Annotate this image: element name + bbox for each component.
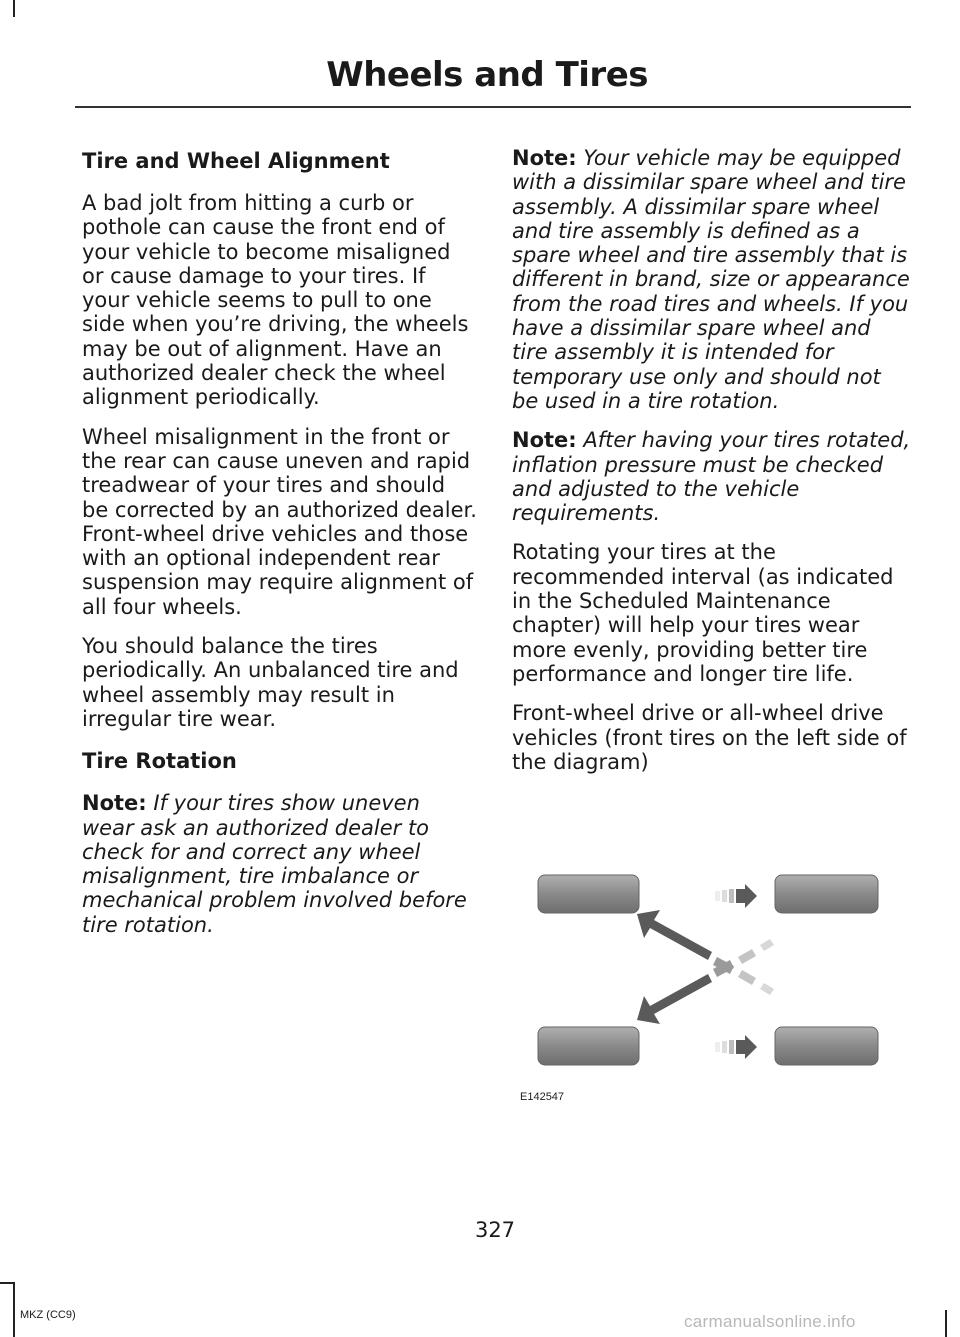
page-title: Wheels and Tires — [326, 55, 648, 95]
tire-rotation-svg — [512, 862, 912, 1108]
arrow-straight-bottom — [715, 1035, 757, 1059]
paragraph-diagram-intro: Front-wheel drive or all-wheel drive vehicles (front tires on the left side of the diagram) — [512, 701, 907, 774]
paragraph-alignment-1: A bad jolt from hitting a curb or pothole can cause the front end of your vehicle to become misaligned or cause damage to your tires. If your vehicle seems to pull to one side when you’re driving, the wheels may be out of alignment. Have an authorized dealer check the wheel alignment periodically. — [82, 191, 469, 410]
model-code: MKZ (CC9) — [20, 1309, 76, 1321]
tire-rotation-diagram — [512, 862, 912, 1108]
note-text: If your tires show uneven wear ask an authorized dealer to check for and correct any wheel misalignment, tire imbalance or mechanical problem involved before tire rotation. — [82, 791, 467, 937]
tire-front-left — [538, 875, 639, 913]
note-label: Note: — [512, 428, 577, 453]
watermark: carmanualsonline.info — [684, 1312, 856, 1331]
page-number: 327 — [474, 1218, 516, 1242]
note-text: After having your tires rotated, inflation pressure must be checked and adjusted to the vehicle requirements. — [512, 428, 911, 526]
tire-rear-right — [775, 1027, 878, 1065]
note-uneven-wear — [82, 791, 478, 937]
note-label: Note: — [82, 791, 147, 816]
note-dissimilar-spare — [512, 146, 912, 413]
arrow-straight-top — [715, 884, 757, 908]
right-column — [512, 146, 912, 789]
left-column — [82, 146, 478, 952]
header-divider — [75, 106, 911, 108]
note-label: Note: — [512, 146, 577, 170]
tire-rear-left — [775, 875, 878, 913]
note-inflation-pressure — [512, 428, 912, 525]
tire-front-right — [538, 1027, 639, 1065]
crop-mark-top-left — [13, 0, 15, 17]
paragraph-balance: You should balance the tires periodically. An unbalanced tire and wheel assembly may result in irregular tire wear. — [82, 634, 459, 731]
section-heading-rotation: Tire Rotation — [82, 749, 237, 774]
crop-mark-bottom-left — [13, 1282, 15, 1337]
crop-mark-bottom-left-h — [0, 1282, 15, 1284]
note-text: Your vehicle may be equipped with a dissimilar spare wheel and tire assembly. A dissimilar spare wheel and tire assembly is defined as a spare wheel and tire assembly that is different in brand, size or appearance from the road tires and wheels. If you have a dissimilar spare wheel and tire assembly it is intended for temporary use only and should not be used in a tire rotation. — [512, 146, 910, 413]
section-heading-alignment: Tire and Wheel Alignment — [82, 149, 390, 173]
figure-id: E142547 — [520, 1091, 565, 1103]
crop-mark-bottom-right — [945, 1310, 947, 1337]
paragraph-rotating: Rotating your tires at the recommended interval (as indicated in the Scheduled Maintenance chapter) will help your tires wear more evenly, providing better tire performance and longer tire life. — [512, 540, 894, 686]
paragraph-alignment-2: Wheel misalignment in the front or the rear can cause uneven and rapid treadwear of your tires and should be corrected by an authorized dealer. Front-wheel drive vehicles and those with an optional independent rear suspension may require alignment of all four wheels. — [82, 424, 477, 619]
